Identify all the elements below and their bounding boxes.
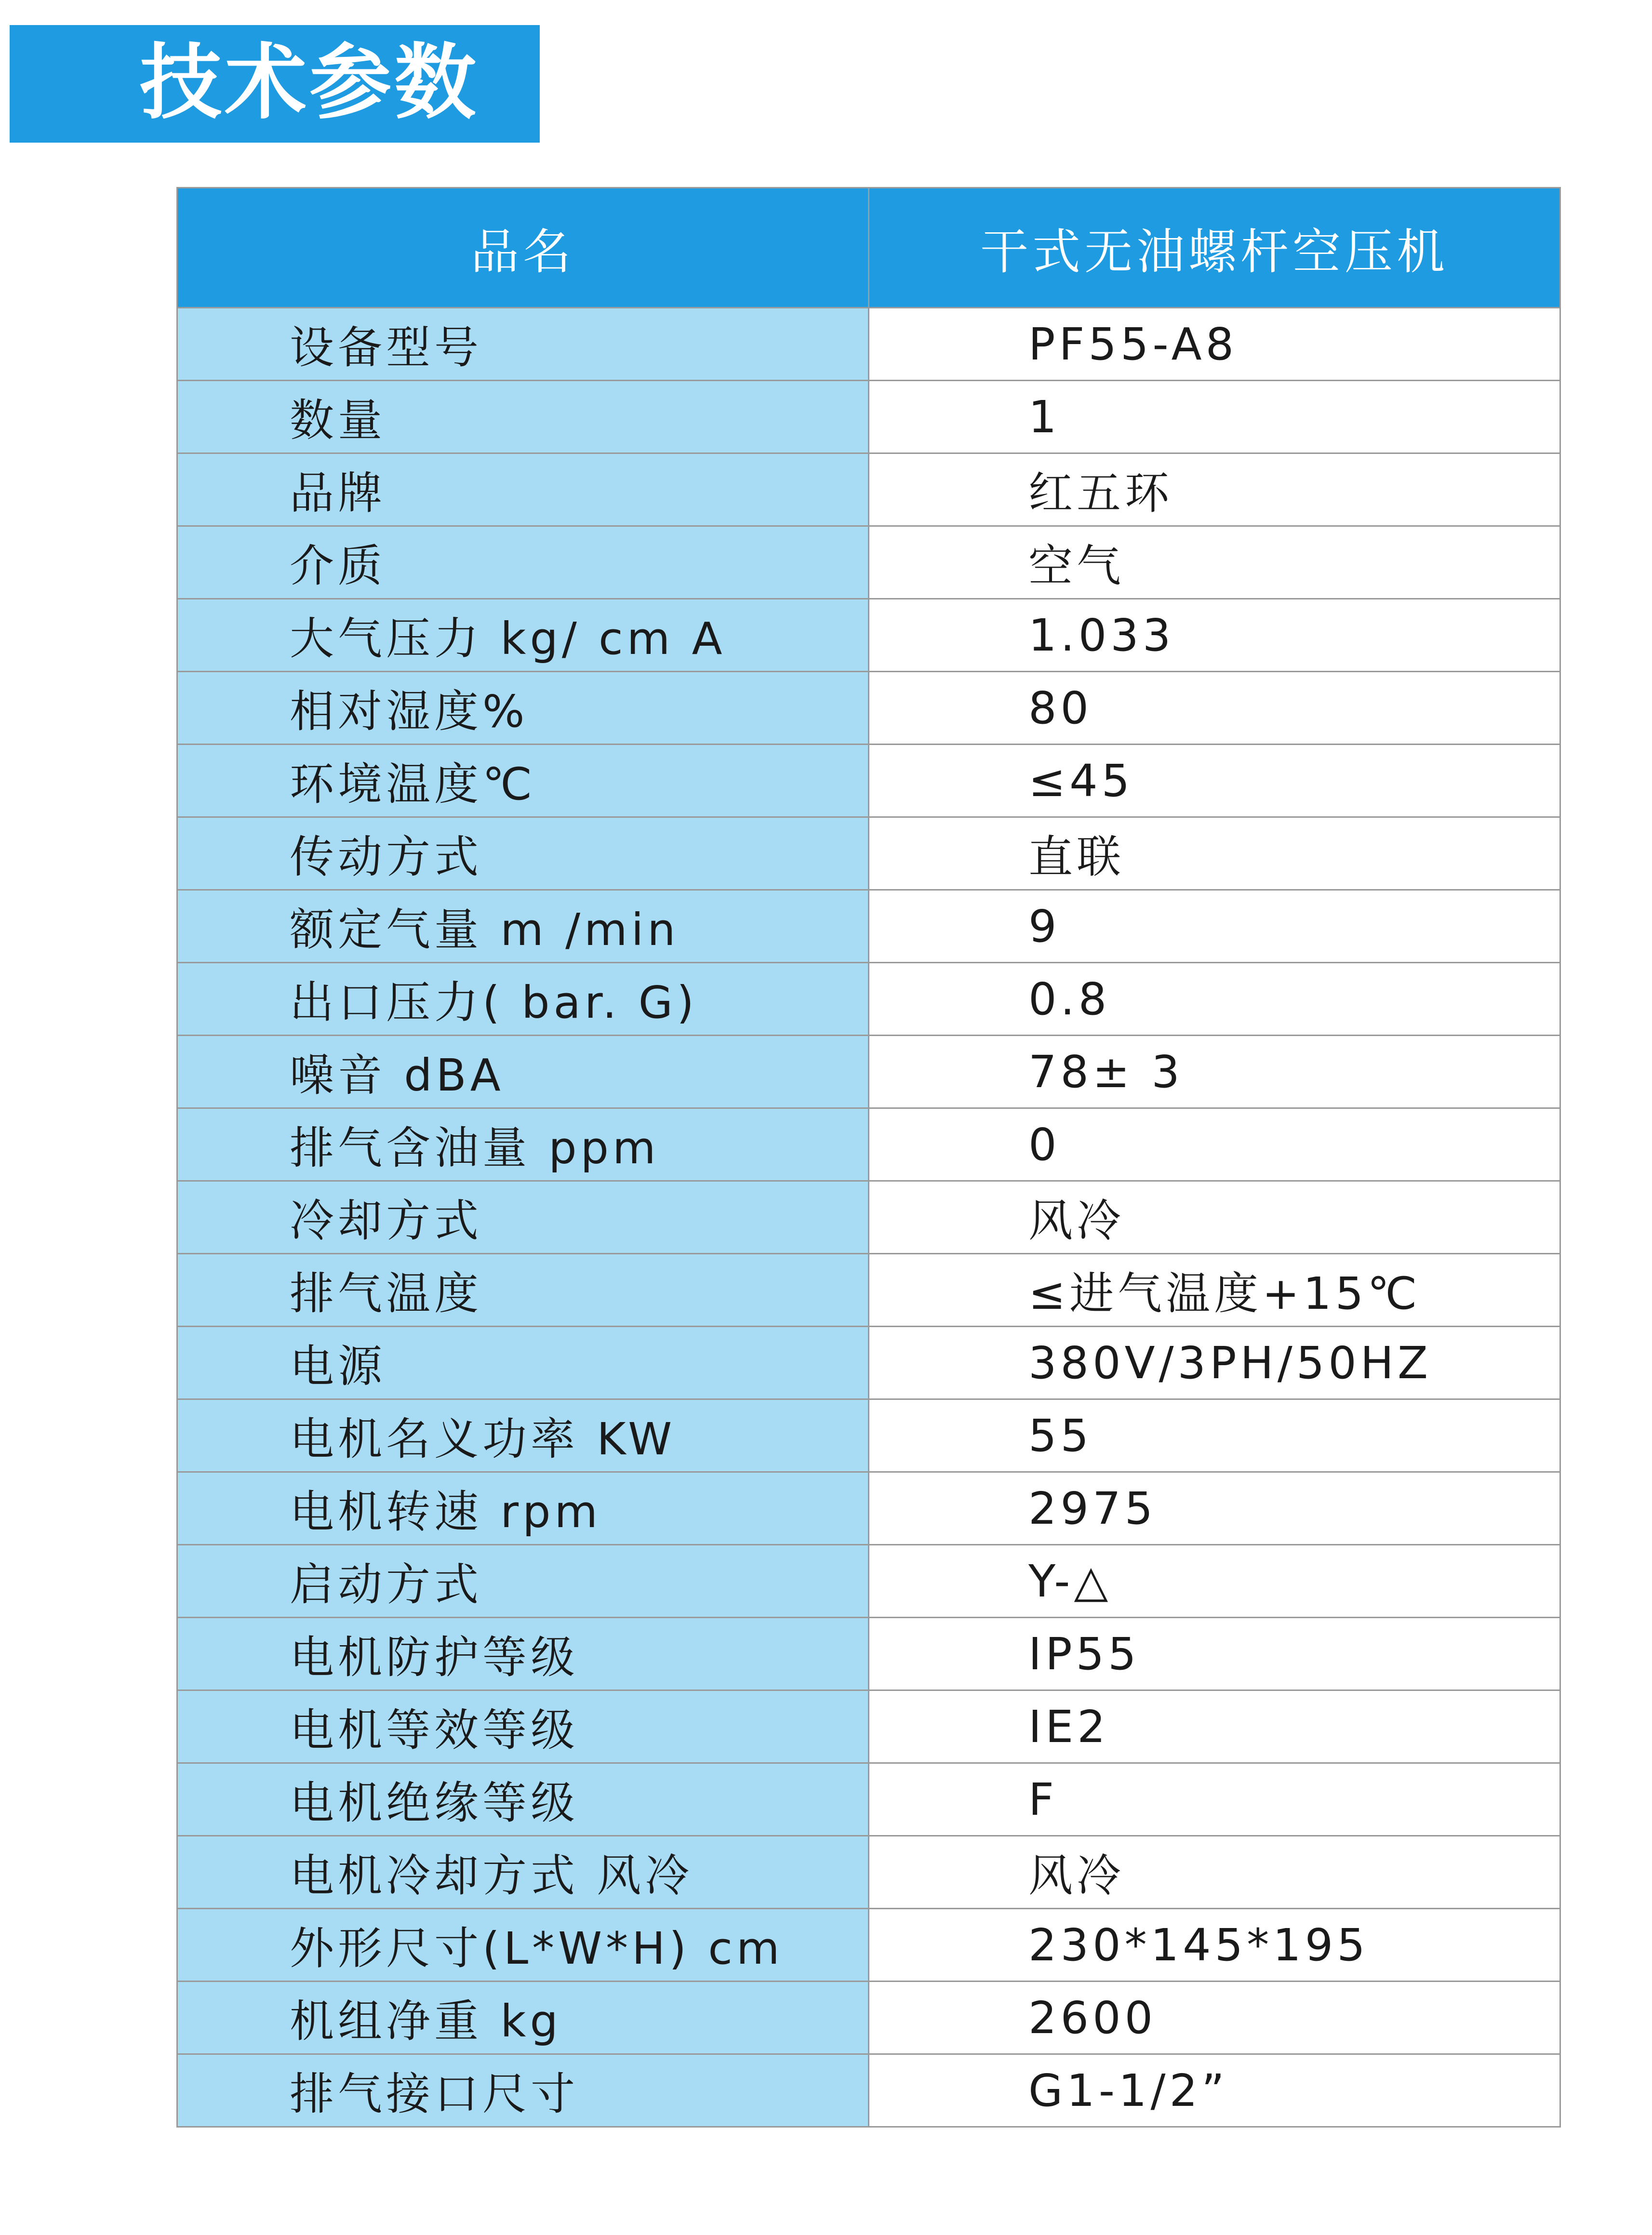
spec-value: 230*145*195: [869, 1909, 1560, 1982]
table-row: [177, 1982, 1560, 2054]
spec-label: 噪音 dBA: [177, 1036, 869, 1108]
table-row: [177, 2054, 1560, 2127]
spec-value: IP55: [869, 1618, 1560, 1690]
spec-value: 0: [869, 1108, 1560, 1181]
spec-value: PF55-A8: [869, 308, 1560, 381]
table-row: [177, 1690, 1560, 1763]
table-row: [177, 308, 1560, 381]
table-row: [177, 890, 1560, 963]
spec-label: 冷却方式: [177, 1181, 869, 1254]
table-row: [177, 1909, 1560, 1982]
spec-label: 大气压力 kg/ cm A: [177, 599, 869, 672]
spec-table-body: [177, 308, 1560, 2127]
table-row: [177, 1472, 1560, 1545]
table-row: [177, 1836, 1560, 1909]
table-row: [177, 745, 1560, 817]
table-row: [177, 963, 1560, 1036]
spec-value: 9: [869, 890, 1560, 963]
spec-value: ≤进气温度+15℃: [869, 1254, 1560, 1327]
spec-value: 380V/3PH/50HZ: [869, 1327, 1560, 1399]
spec-value: 1: [869, 381, 1560, 453]
spec-value: 0.8: [869, 963, 1560, 1036]
spec-value: 78± 3: [869, 1036, 1560, 1108]
table-row: [177, 526, 1560, 599]
spec-value: F: [869, 1763, 1560, 1836]
table-row: [177, 1399, 1560, 1472]
spec-value: Y-△: [869, 1545, 1560, 1618]
spec-label: 电机名义功率 KW: [177, 1399, 869, 1472]
spec-value: 1.033: [869, 599, 1560, 672]
spec-label: 品牌: [177, 453, 869, 526]
spec-value: 2600: [869, 1982, 1560, 2054]
table-row: [177, 381, 1560, 453]
spec-value: 风冷: [869, 1836, 1560, 1909]
table-row: [177, 817, 1560, 890]
spec-label: 电机防护等级: [177, 1618, 869, 1690]
spec-value: 风冷: [869, 1181, 1560, 1254]
table-header-row: [177, 188, 1560, 308]
header-product-name: 干式无油螺杆空压机: [869, 188, 1560, 308]
spec-label: 设备型号: [177, 308, 869, 381]
table-row: [177, 1545, 1560, 1618]
spec-label: 排气含油量 ppm: [177, 1108, 869, 1181]
table-row: [177, 1254, 1560, 1327]
spec-table: [176, 187, 1561, 2128]
spec-label: 电机等效等级: [177, 1690, 869, 1763]
table-row: [177, 599, 1560, 672]
spec-label: 电机转速 rpm: [177, 1472, 869, 1545]
spec-label: 排气温度: [177, 1254, 869, 1327]
spec-value: 80: [869, 672, 1560, 745]
table-row: [177, 1618, 1560, 1690]
spec-value: 红五环: [869, 453, 1560, 526]
spec-value: 2975: [869, 1472, 1560, 1545]
table-row: [177, 672, 1560, 745]
spec-value: 55: [869, 1399, 1560, 1472]
spec-label: 相对湿度%: [177, 672, 869, 745]
spec-label: 机组净重 kg: [177, 1982, 869, 2054]
table-row: [177, 1327, 1560, 1399]
spec-label: 出口压力( bar. G): [177, 963, 869, 1036]
spec-label: 电机冷却方式 风冷: [177, 1836, 869, 1909]
spec-label: 电源: [177, 1327, 869, 1399]
spec-label: 数量: [177, 381, 869, 453]
spec-label: 额定气量 m /min: [177, 890, 869, 963]
spec-label: 外形尺寸(L*W*H) cm: [177, 1909, 869, 1982]
page-title: 技术参数: [140, 35, 480, 131]
spec-label: 传动方式: [177, 817, 869, 890]
spec-label: 电机绝缘等级: [177, 1763, 869, 1836]
spec-value: G1-1/2”: [869, 2054, 1560, 2127]
spec-value: IE2: [869, 1690, 1560, 1763]
spec-label: 排气接口尺寸: [177, 2054, 869, 2127]
table-row: [177, 453, 1560, 526]
header-name-label: 品名: [177, 188, 869, 308]
table-row: [177, 1763, 1560, 1836]
table-row: [177, 1036, 1560, 1108]
table-row: [177, 1181, 1560, 1254]
spec-label: 启动方式: [177, 1545, 869, 1618]
spec-value: 空气: [869, 526, 1560, 599]
spec-label: 介质: [177, 526, 869, 599]
spec-value: ≤45: [869, 745, 1560, 817]
table-row: [177, 1108, 1560, 1181]
spec-value: 直联: [869, 817, 1560, 890]
spec-label: 环境温度℃: [177, 745, 869, 817]
